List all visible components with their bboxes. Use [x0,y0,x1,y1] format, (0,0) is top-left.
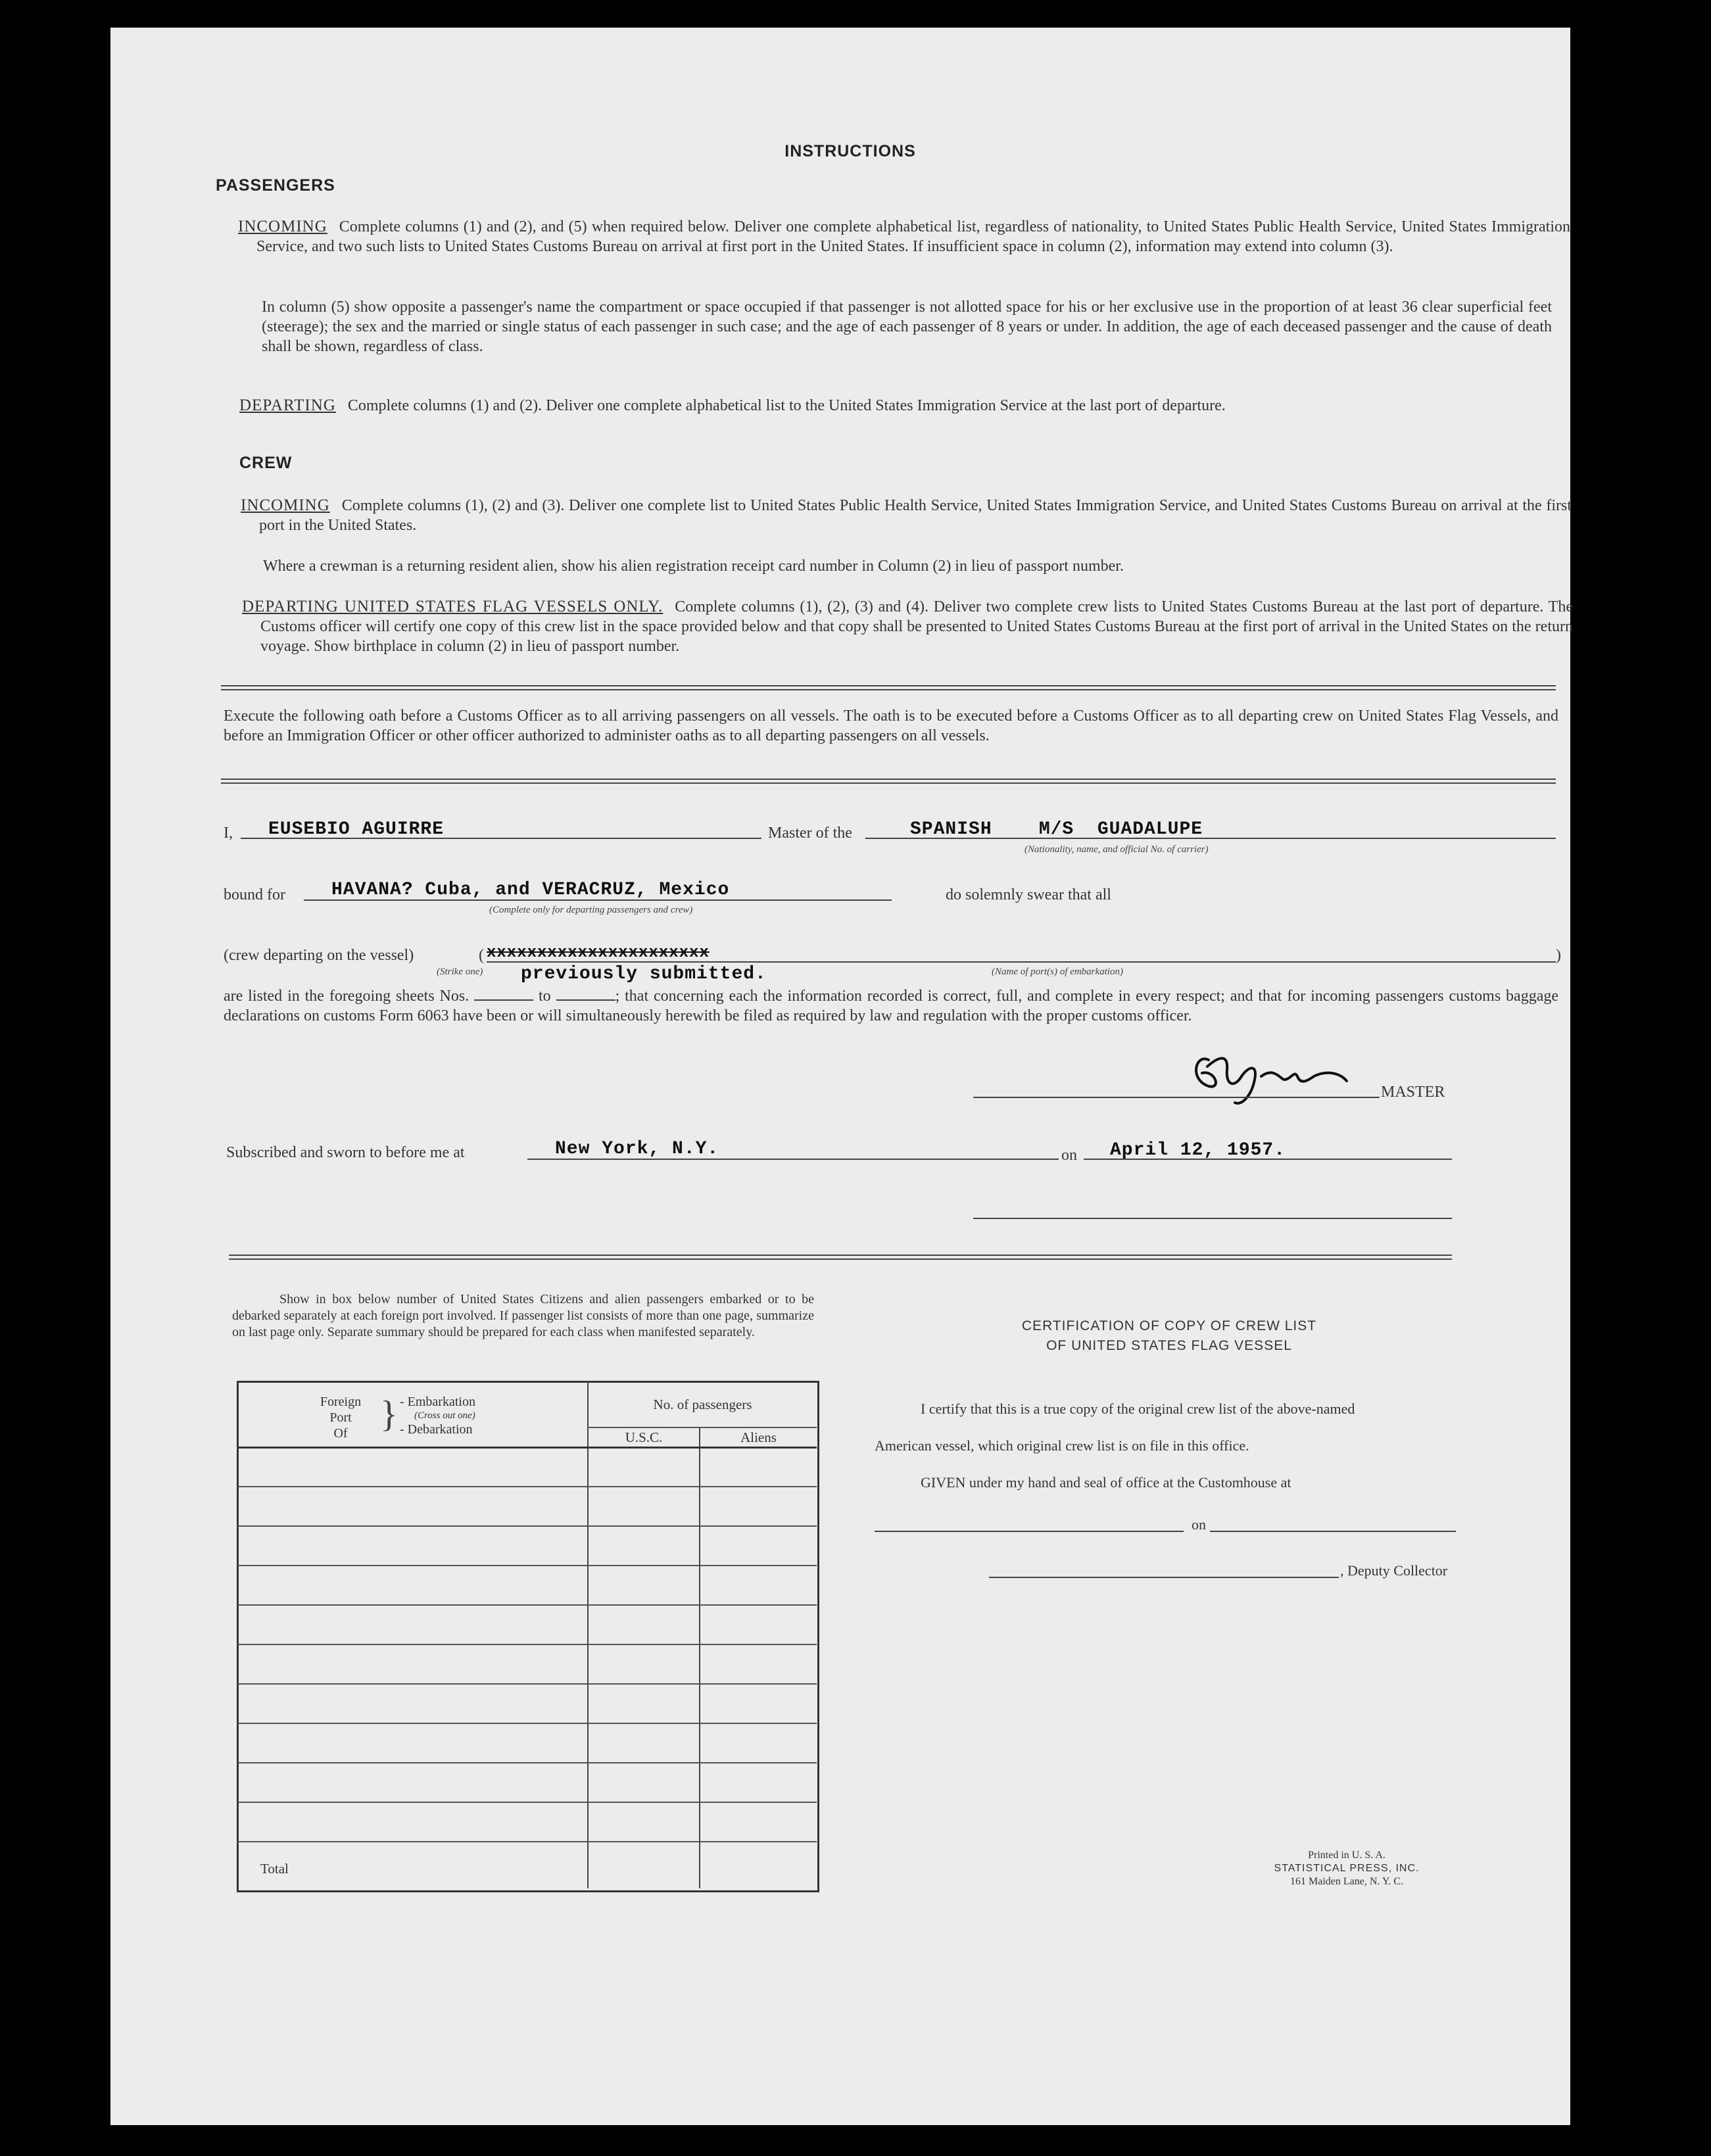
crew-returning-paragraph: Where a crewman is a returning resident alien, show his alien registration receipt card number in Column (2) in lieu of passport number. [263,558,1124,575]
vessel-caption: (Nationality, name, and official No. of carrier) [1024,844,1209,855]
cert-on-label: on [1192,1516,1206,1533]
crew-heading: CREW [239,454,293,472]
certification-title-line2: OF UNITED STATES FLAG VESSEL [1046,1338,1292,1353]
master-of-label: Master of the [768,825,852,842]
vessel-name: SPANISH M/S GUADALUPE [910,819,1203,840]
paren-close: ) [1556,947,1561,964]
total-label: Total [260,1861,289,1877]
aliens-header: Aliens [740,1429,777,1445]
sheet-to-blank [556,999,615,1001]
table-vline-2 [699,1427,700,1888]
table-row-line [238,1802,817,1803]
passengers-column5-paragraph: In column (5) show opposite a passenger's name the compartment or space occupied if that passenger is not allotted space for his or her exclusive use in the proportion of at least 36 clear superficial feet (steerage); the sex and the married or single status of each passenger in such case; and the age of each passenger of 8 years or under. In addition, the age of each deceased passenger and the cause of death shall be shown, regardless of class. [262,299,1552,355]
passengers-incoming-text: Complete columns (1) and (2), and (5) when required below. Deliver one complete alphabetical list, regardless of nationality, to United States Public Health Service, United States Immigration Service, and two such lists to United States Customs Bureau on arrival at first port in the United States. If insufficient space in column (2), information may extend into column (3). [256,218,1570,255]
crew-incoming-paragraph [241,496,1572,535]
bound-for-label: bound for [224,886,285,903]
table-vline-1 [587,1382,589,1888]
form-page [110,28,1573,2125]
no-of-passengers-header: No. of passengers [653,1397,752,1412]
port-line [487,961,1556,963]
sworn-date: April 12, 1957. [1110,1140,1286,1161]
crew-incoming-label: INCOMING [241,496,330,514]
crew-departing-oath-label: (crew departing on the vessel) [224,947,414,964]
embarkation-label: - Embarkation [400,1395,475,1409]
strike-caption: (Strike one) [437,967,483,977]
brace: } [380,1394,398,1435]
table-row-line [238,1762,817,1763]
passengers-departing-text: Complete columns (1) and (2). Deliver one complete alphabetical list to the United States Immigration Service at the last port of departure. [347,397,1226,414]
printer-imprint [1241,1849,1452,1888]
certification-title [959,1316,1380,1356]
port-caption: (Name of port(s) of embarkation) [992,967,1123,977]
crew-departing-text: Complete columns (1), (2), (3) and (4). Deliver two complete crew lists to United States Customs Bureau at the last port of departure. The Customs officer will certify one copy of this crew list in the space provided below and that copy shall be presented to United States Customs Bureau at the first port of arrival in the United States on the return voyage. Show birthplace in column (2) in lieu of passport number. [260,598,1573,655]
foreign-label: Foreign [320,1395,362,1409]
previously-submitted: previously submitted. [521,964,767,984]
swear-text: do solemnly swear that all [946,886,1111,903]
to-label: to [539,988,551,1005]
instructions-title: INSTRUCTIONS [784,142,916,160]
certify-text-1: I certify that this is a true copy of the original crew list of the above-named [921,1401,1355,1417]
passengers-departing-label: DEPARTING [239,396,336,414]
sworn-place: New York, N.Y. [555,1139,719,1159]
passengers-departing-paragraph [239,396,1570,416]
divider-double-3 [229,1255,1452,1260]
destination: HAVANA? Cuba, and VERACRUZ, Mexico [331,880,730,900]
master-label: MASTER [1381,1084,1445,1101]
master-name: EUSEBIO AGUIRRE [268,819,445,840]
printer-line3: 161 Maiden Lane, N. Y. C. [1290,1876,1403,1887]
printer-line1: Printed in U. S. A. [1308,1850,1386,1861]
crew-departing-paragraph [242,597,1573,656]
foreign-port-header [301,1394,380,1441]
port-label: Port [329,1410,352,1425]
table-row-line [238,1723,817,1724]
crew-incoming-text: Complete columns (1), (2) and (3). Deliver one complete list to United States Public Health Service, United States Immigration Service, and United States Customs Bureau on arrival at the first port in the United States. [259,497,1572,534]
table-row-line [238,1683,817,1685]
cross-out-label: (Cross out one) [414,1410,475,1421]
certify-text-2: American vessel, which original crew list is on file in this office. [875,1437,1249,1454]
certification-title-line1: CERTIFICATION OF COPY OF CREW LIST [1021,1318,1317,1333]
paren-open: ( [479,947,484,964]
passengers-heading: PASSENGERS [216,176,335,195]
deputy-collector-line [989,1577,1339,1578]
crew-departing-label: DEPARTING UNITED STATES FLAG VESSELS ONLY. [242,598,663,615]
passengers-incoming-paragraph [238,217,1570,256]
debarkation-label: - Debarkation [400,1422,473,1437]
printer-line2: STATISTICAL PRESS, INC. [1274,1863,1420,1874]
cert-date-line [1210,1531,1456,1532]
table-row-line [238,1604,817,1606]
table-row-line [238,1644,817,1645]
deputy-collector-label: , Deputy Collector [1340,1562,1448,1579]
table-row-line [238,1486,817,1487]
listed-text-1: are listed in the foregoing sheets Nos. [224,988,470,1005]
divider-double-1 [221,685,1556,690]
summary-table [237,1381,819,1892]
embark-options [400,1394,475,1437]
given-text: GIVEN under my hand and seal of office at the Customhouse at [921,1474,1291,1491]
summary-instructions: Show in box below number of United States Citizens and alien passengers embarked or to be debarked separately at each foreign port involved. If passenger list consists of more than one page, summarize on last page only. Separate summary should be prepared for each class when manifested separately. [232,1292,814,1339]
oath-i-label: I, [224,825,233,842]
listed-text-2: ; that concerning each the information recorded is correct, full, and complete in every respect; and that for incoming passengers customs baggage declarations on customs Form 6063 have been or will simultaneously herewith be filed as required by law and regulation with the proper customs officer. [224,988,1559,1024]
table-row-line [238,1525,817,1527]
usc-header: U.S.C. [625,1429,663,1445]
sheet-from-blank [474,999,533,1001]
customhouse-line [875,1531,1184,1532]
listed-paragraph [224,986,1558,1026]
officer-signature-line [973,1218,1452,1219]
table-header-line [238,1447,817,1449]
subscribed-label: Subscribed and sworn to before me at [226,1144,465,1161]
master-signature-line [973,1097,1380,1098]
of-label: Of [333,1426,348,1441]
struck-text: xxxxxxxxxxxxxxxxxxxxxx [487,944,710,962]
divider-double-2 [221,779,1556,784]
table-row-line [238,1565,817,1566]
passengers-incoming-label: INCOMING [238,218,327,235]
table-subheader-line [587,1427,817,1428]
master-signature [1169,1040,1445,1113]
sworn-on-label: on [1061,1147,1077,1164]
table-row-line [238,1841,817,1842]
destination-caption: (Complete only for departing passengers and crew) [489,905,693,915]
oath-intro-paragraph: Execute the following oath before a Customs Officer as to all arriving passengers on all vessels. The oath is to be executed before a Customs Officer as to all departing crew on United States Flag Vessels, and before an Immigration Officer or other officer authorized to administer oaths as to all departing passengers on all vessels. [224,707,1558,744]
